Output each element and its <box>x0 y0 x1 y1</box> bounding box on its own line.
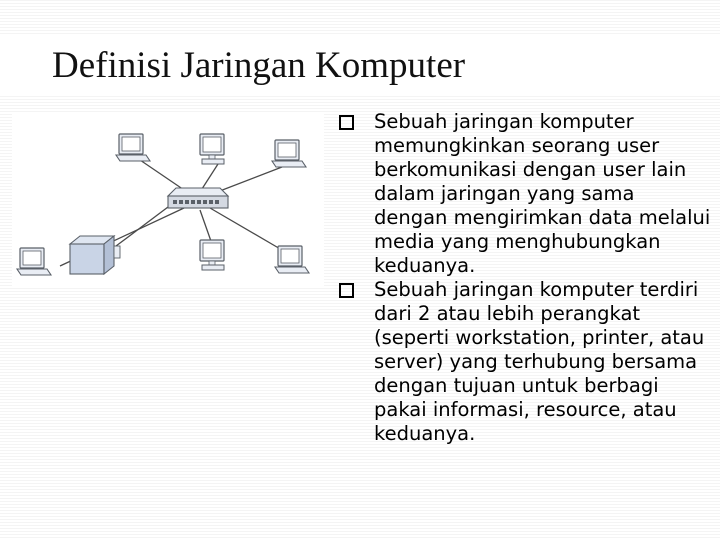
network-switch-icon <box>168 188 228 208</box>
desktop-computer-icon <box>200 134 224 164</box>
square-bullet-icon <box>339 115 354 130</box>
network-diagram <box>12 112 324 288</box>
bullet-list <box>336 110 712 446</box>
bullet-text: Sebuah jaringan komputer memungkinkan seorang user berkomunikasi dengan user lain dalam jaringan yang sama dengan mengirimkan data melalui media yang menghubungkan keduanya. <box>374 110 711 277</box>
slide-title: Definisi Jaringan Komputer <box>52 45 466 86</box>
bullet-item <box>336 278 712 446</box>
bullet-item <box>336 110 712 278</box>
square-bullet-icon <box>339 283 354 298</box>
desktop-computer-icon <box>200 240 224 270</box>
bullet-text: Sebuah jaringan komputer terdiri dari 2 atau lebih perangkat (seperti workstation, printer, atau server) yang terhubung bersama dengan tujuan untuk berbagi pakai informasi, resource, atau keduanya. <box>374 278 705 445</box>
